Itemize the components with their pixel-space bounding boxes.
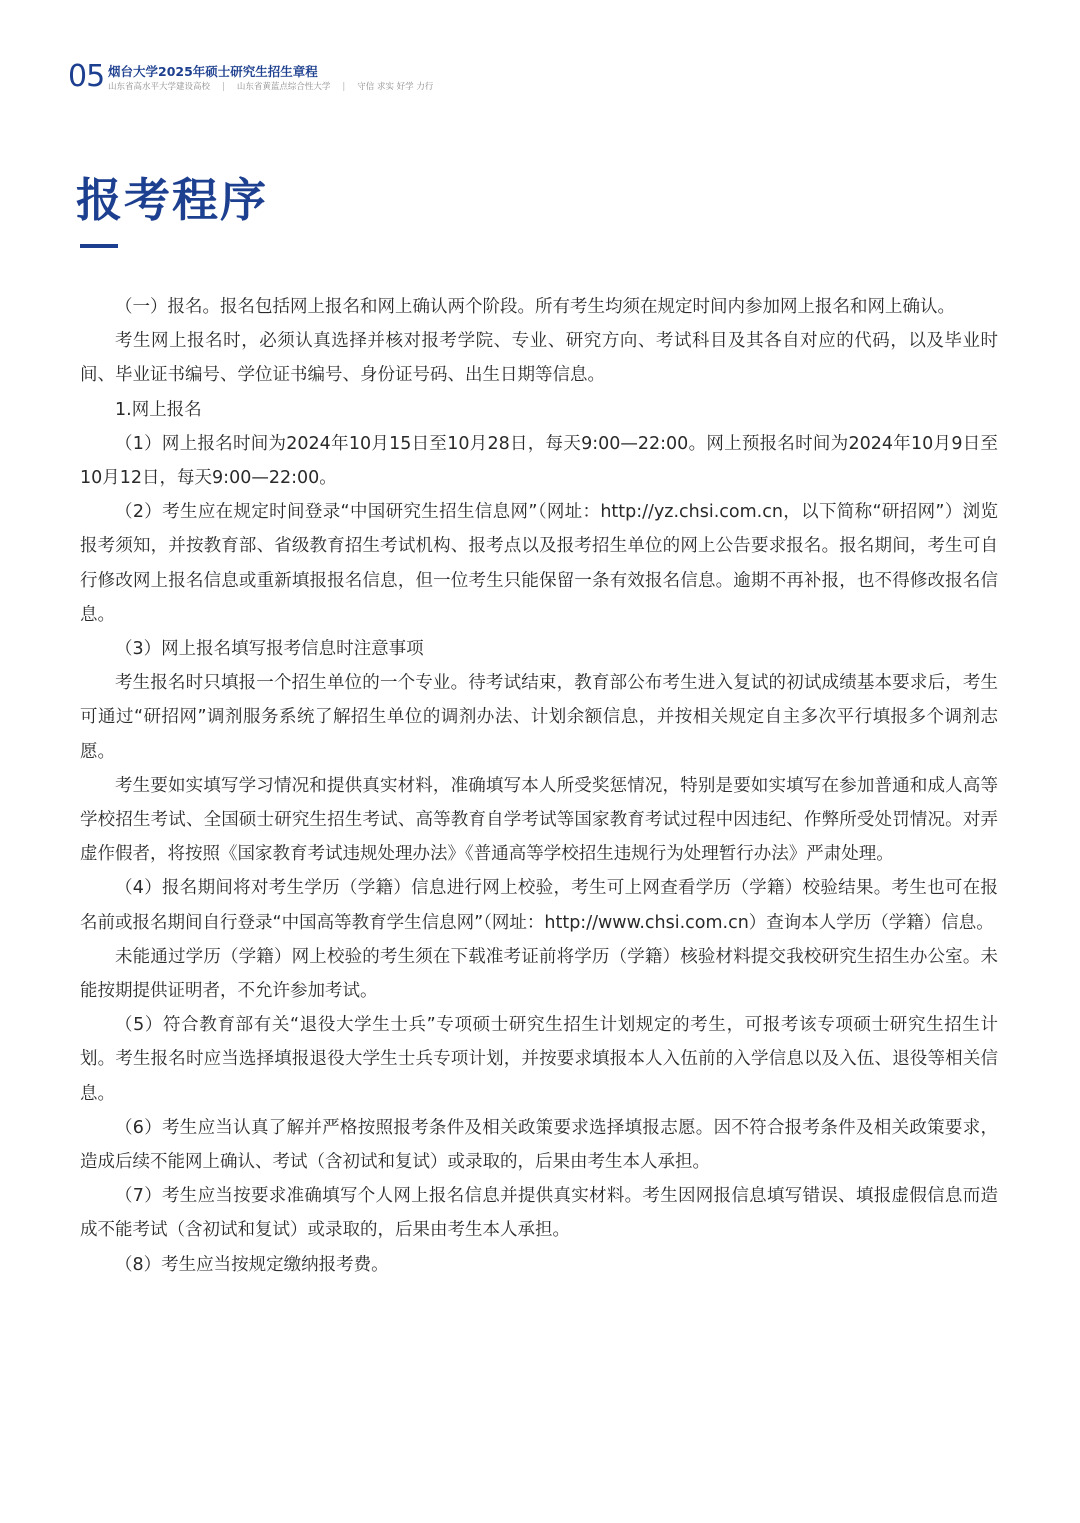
subtitle-part: 山东省黄蓝点综合性大学: [236, 82, 331, 92]
paragraph: 考生要如实填写学习情况和提供真实材料，准确填写本人所受奖惩情况，特别是要如实填写在参加普通和成人高等学校招生考试、全国硕士研究生招生考试、高等教育自学考试等国家教育考试过程中因违纪、作弊所受处罚情况。对弄虚作假者，将按照《国家教育考试违规处理办法》《普通高等学校招生违规行为处理暂行办法》严肃处理。: [80, 775, 998, 865]
document-title: 烟台大学2025年硕士研究生招生章程: [108, 64, 318, 79]
paragraph: （5）符合教育部有关“退役大学生士兵”专项硕士研究生招生计划规定的考生，可报考该专项硕士研究生招生计划。考生报名时应当选择填报退役大学生士兵专项计划，并按要求填报本人入伍前的入学信息以及入伍、退役等相关信息。: [80, 1015, 998, 1104]
subtitle-separator: |: [222, 82, 225, 92]
paragraph: （1）网上报名时间为2024年10月15日至10月28日，每天9:00—22:00。网上预报名时间为2024年10月9日至10月12日，每天9:00—22:00。: [80, 433, 998, 489]
section-title: 报考程序: [76, 173, 268, 227]
title-underline: [80, 244, 118, 248]
subtitle-part: 守信 求实 好学 力行: [357, 82, 434, 92]
paragraph: （7）考生应当按要求准确填写个人网上报名信息并提供真实材料。考生因网报信息填写错误、填报虚假信息而造成不能考试（含初试和复试）或录取的，后果由考生本人承担。: [80, 1186, 998, 1241]
paragraph: 考生网上报名时，必须认真选择并核对报考学院、专业、研究方向、考试科目及其各自对应的代码，以及毕业时间、毕业证书编号、学位证书编号、身份证号码、出生日期等信息。: [80, 331, 998, 386]
subtitle-separator: |: [342, 82, 346, 92]
paragraph: 1.网上报名: [115, 399, 202, 420]
body-text: [80, 290, 998, 1282]
page-number: 05: [68, 59, 105, 94]
paragraph: （3）网上报名填写报考信息时注意事项: [115, 639, 424, 660]
paragraph: （2）考生应在规定时间登录“中国研究生招生信息网”（网址：http://yz.chsi.com.cn，以下简称“研招网”）浏览报考须知，并按教育部、省级教育招生考试机构、报考点以及报考招生单位的网上公告要求报名。报名期间，考生可自行修改网上报名信息或重新填报报名信息，但一位考生只能保留一条有效报名信息。逾期不再补报，也不得修改报名信息。: [80, 502, 998, 625]
subtitle-part: 山东省高水平大学建设高校: [108, 82, 211, 92]
paragraph: （8）考生应当按规定缴纳报考费。: [115, 1254, 389, 1275]
paragraph: （一）报名。报名包括网上报名和网上确认两个阶段。所有考生均须在规定时间内参加网上报名和网上确认。: [115, 297, 955, 317]
paragraph: （6）考生应当认真了解并严格按照报考条件及相关政策要求选择填报志愿。因不符合报考条件及相关政策要求，造成后续不能网上确认、考试（含初试和复试）或录取的，后果由考生本人承担。: [80, 1117, 998, 1173]
header-subtitle: [108, 82, 433, 93]
paragraph: （4）报名期间将对考生学历（学籍）信息进行网上校验，考生可上网查看学历（学籍）校验结果。考生也可在报名前或报名期间自行登录“中国高等教育学生信息网”（网址：http://www.chsi.com.cn）查询本人学历（学籍）信息。: [80, 878, 998, 933]
paragraph: 考生报名时只填报一个招生单位的一个专业。待考试结束，教育部公布考生进入复试的初试成绩基本要求后，考生可通过“研招网”调剂服务系统了解招生单位的调剂办法、计划余额信息，并按相关规定自主多次平行填报多个调剂志愿。: [80, 673, 998, 762]
paragraph: 未能通过学历（学籍）网上校验的考生须在下载准考证前将学历（学籍）核验材料提交我校研究生招生办公室。未能按期提供证明者，不允许参加考试。: [80, 946, 998, 1002]
